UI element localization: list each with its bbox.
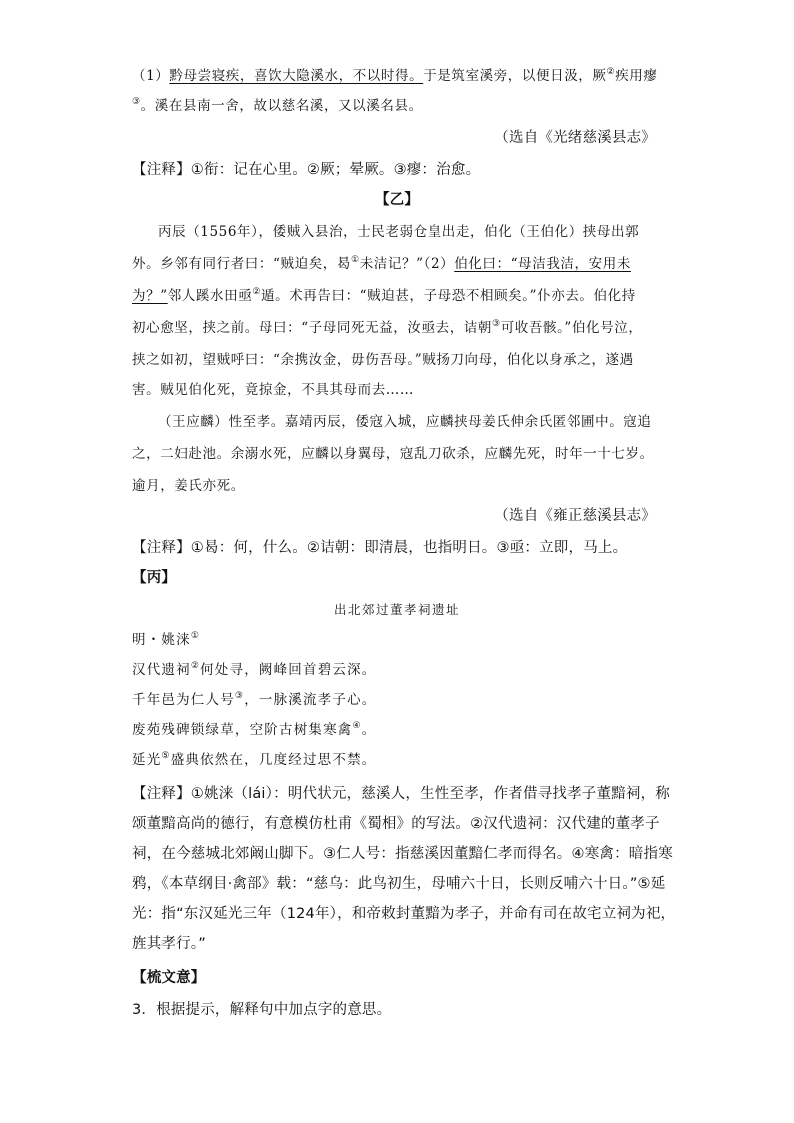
jia-source: （选自《光绪慈溪县志》 xyxy=(494,130,656,146)
yi-p2-line-2: 之，二妇赴池。余溺水死，应麟以身翼母，寇乱刀砍杀，应麟先死，时年一十七岁。 xyxy=(132,446,654,462)
bing-note-line-4: 鸦，《本草纲目·禽部》载：“慈乌：此鸟初生，母哺六十日，长则反哺六十日。”⑤延 xyxy=(132,876,666,892)
bing-note-line-2: 颂董黯高尚的德行，有意模仿杜甫《蜀相》的写法。②汉代遗祠：汉代建的董孝子 xyxy=(132,816,660,832)
poem-line-2: 千年邑为仁人号③，一脉溪流孝子心。 xyxy=(132,690,377,708)
yi-p1-line-1: 丙辰（1556年），倭贼入县治，士民老弱仓皇出走，伯化（王伯化）挟母出郭 xyxy=(158,224,640,240)
bing-note-line-1: 【注释】①姚涞（lái）：明代状元，慈溪人，生性至孝，作者借寻找孝子董黯祠，称 xyxy=(132,786,670,802)
poem-title: 出北郊过董孝祠遗址 xyxy=(333,602,460,617)
jia-line-1: （1）黔母尝寝疾，喜饮大隐溪水，不以时得。于是筑室溪旁，以便日汲，厥②疾用瘳 xyxy=(132,66,658,84)
yi-p1-line-3: 为？”邻人蹊水田亟②遁。术再告曰：“贼迫甚，子母恐不相顾矣。”仆亦去。伯化持 xyxy=(132,286,636,304)
bing-note-line-5: 光：指“东汉延光三年（124年），和帝敕封董黯为孝子，并命有司在故宅立祠为祀， xyxy=(132,906,676,922)
jia-note: 【注释】①衔：记在心里。②厥；晕厥。③瘳：治愈。 xyxy=(132,162,481,178)
yi-note: 【注释】①曷：何，什么。②诘朝：即清晨，也指明日。③亟：立即，马上。 xyxy=(132,540,628,556)
yi-p1-line-2: 外。乡邻有同行者曰：“贼迫矣，曷①未洁记？”（2）伯化曰：“母洁我洁，安用未 xyxy=(132,254,631,272)
jia-line-2: ③。溪在县南一舍，故以慈名溪，又以溪名县。 xyxy=(132,96,423,114)
poem-line-4: 延光⑤盛典依然在，几度经过思不禁。 xyxy=(132,750,377,768)
yi-p2-line-3: 逾月，姜氏亦死。 xyxy=(132,478,245,494)
yi-p2-line-1: （王应麟）性至孝。嘉靖丙辰，倭寇入城，应麟挟母姜氏伸余氏匿邻圃中。寇追 xyxy=(158,414,652,430)
poem-line-1: 汉代遗祠②何处寻，阙峰回首碧云深。 xyxy=(132,660,377,678)
section-heading: 【梳文意】 xyxy=(132,970,206,986)
bing-note-line-6: 旌其孝行。” xyxy=(132,936,206,952)
bing-heading: 【丙】 xyxy=(132,570,177,586)
yi-p1-line-6: 害。贼见伯化死，竟掠金，不具其母而去…… xyxy=(132,382,414,398)
yi-heading: 【乙】 xyxy=(374,192,420,208)
poem-author: 明・姚涞① xyxy=(132,630,201,648)
yi-p1-line-4: 初心愈坚，挟之前。母曰：“子母同死无益，汝亟去，诘朝③可收吾骸。”伯化号泣， xyxy=(132,318,643,336)
bing-note-line-3: 祠，在今慈城北郊阚山脚下。③仁人号：指慈溪因董黯仁孝而得名。④寒禽：暗指寒 xyxy=(132,846,673,862)
yi-source: （选自《雍正慈溪县志》 xyxy=(494,508,656,524)
poem-line-3: 废苑残碑锁绿草，空阶古树集寒禽④。 xyxy=(132,720,377,738)
yi-p1-line-5: 挟之如初，望贼呼曰：“余携汝金，毋伤吾母。”贼扬刀向母，伯化以身承之，遂遇 xyxy=(132,352,634,368)
question-3: 3．根据提示，解释句中加点字的意思。 xyxy=(132,1002,392,1018)
